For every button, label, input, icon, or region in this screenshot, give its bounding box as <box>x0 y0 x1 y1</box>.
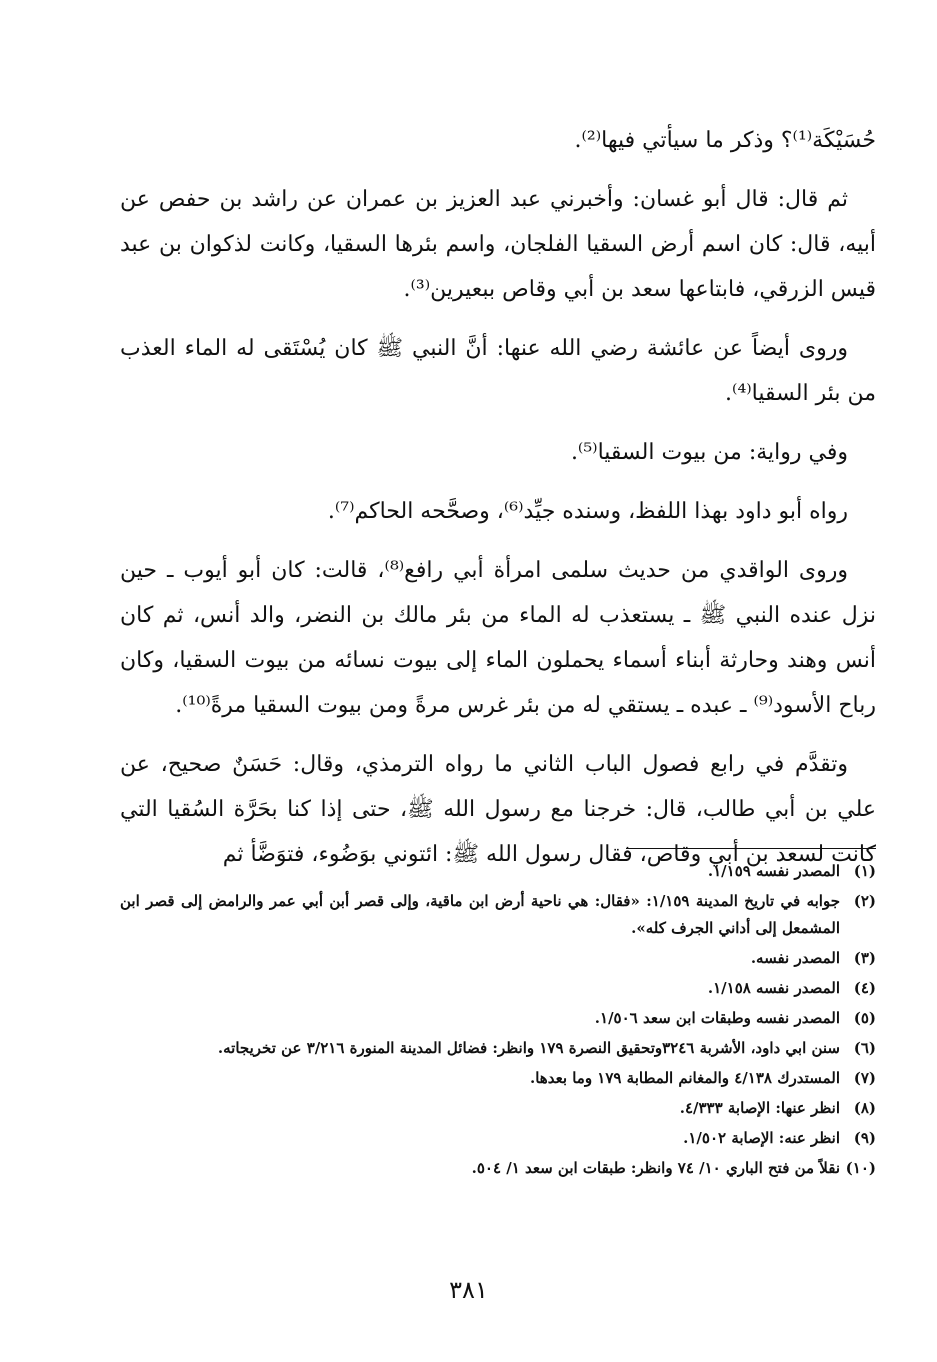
main-text <box>120 118 876 891</box>
footnote-text: انظر عنه: الإصابة ١/٥٠٢. <box>683 1129 840 1147</box>
footnote <box>120 1035 876 1062</box>
paragraph: وروى الواقدي من حديث سلمى امرأة أبي رافع⁽⁸⁾، قالت: كان أبو أيوب ـ حين نزل عنده النبي ﷺ ـ يستعذب له الماء من بئر مالك بن النضر، والد أنس، ثم كان أنس وهند وحارثة أبناء أسماء يحملون الماء إلى بيوت نسائه من بيوت السقيا، وكان رباح الأسود⁽⁹⁾ ـ عبده ـ يستقي له من بئر غرس مرةً ومن بيوت السقيا مرةً⁽¹⁰⁾. <box>120 558 876 718</box>
footnote <box>120 858 876 885</box>
footnote-text: المستدرك ٤/١٣٨ والمغانم المطابة ١٧٩ وما بعدها. <box>530 1069 840 1087</box>
footnote <box>120 888 876 942</box>
footnote-number: (١٠) <box>845 1159 876 1177</box>
paragraph: وتقدَّم في رابع فصول الباب الثاني ما رواه الترمذي، وقال: حَسَنٌ صحيح، عن علي بن أبي طالب، قال: خرجنا مع رسول الله ﷺ، حتى إذا كنا بحَرَّة السُقيا التي كانت لسعد بن أبي وقاص، فقال رسول الله ﷺ: ائتوني بوَضُوء، فتوَضَّأ ثم <box>120 752 876 867</box>
page-number: ٣٨١ <box>449 1276 488 1304</box>
paragraph: رواه أبو داود بهذا اللفظ، وسنده جيِّد⁽⁶⁾، وصحَّحه الحاكم⁽⁷⁾. <box>327 499 848 524</box>
footnote-text: المصدر نفسه ١/١٥٨. <box>707 979 840 997</box>
footnote-text: انظر عنها: الإصابة ٤/٣٣٣. <box>679 1099 840 1117</box>
footnote-text: المصدر نفسه. <box>750 949 840 967</box>
footnote-number: (٧) <box>853 1069 876 1087</box>
footnote <box>120 1125 876 1152</box>
footnote-number: (٨) <box>853 1099 876 1117</box>
footnote <box>120 1005 876 1032</box>
footnote-text: المصدر نفسه ١/١٥٩. <box>707 862 840 880</box>
footnote <box>120 945 876 972</box>
footnote-text: المصدر نفسه وطبقات ابن سعد ١/٥٠٦. <box>594 1009 840 1027</box>
footnotes <box>120 858 876 1185</box>
footnote-separator <box>626 848 876 849</box>
footnote-number: (١) <box>853 862 876 880</box>
footnote-number: (٥) <box>853 1009 876 1027</box>
footnote <box>120 1155 876 1182</box>
footnote-number: (٩) <box>853 1129 876 1147</box>
footnote <box>120 1065 876 1092</box>
footnote-number: (٤) <box>853 979 876 997</box>
footnote-number: (٢) <box>853 892 876 910</box>
paragraph: وفي رواية: من بيوت السقيا⁽⁵⁾. <box>570 440 848 465</box>
paragraph: وروى أيضاً عن عائشة رضي الله عنها: أنَّ النبي ﷺ كان يُسْتَقى له الماء العذب من بئر السقيا⁽⁴⁾. <box>120 336 876 406</box>
footnote <box>120 1095 876 1122</box>
paragraph: حُسَيْكَة⁽¹⁾؟ وذكر ما سيأتي فيها⁽²⁾. <box>574 128 876 153</box>
footnote-text: جوابه في تاريخ المدينة ١/١٥٩: «فقال: هي ناحية أرض ابن ماقية، وإلى قصر أبن أبي عمر والرامض إلى قصر ابن المشمعل إلى أداني الجرف كله». <box>120 892 840 937</box>
footnote <box>120 975 876 1002</box>
paragraph: ثم قال: قال أبو غسان: وأخبرني عبد العزيز بن عمران عن راشد بن حفص عن أبيه، قال: كان اسم أرض السقيا الفلجان، واسم بئرها السقيا، وكانت لذكوان بن عبد قيس الزرقي، فابتاعها سعد بن أبي وقاص ببعيرين⁽³⁾. <box>120 187 876 302</box>
footnote-number: (٦) <box>853 1039 876 1057</box>
footnote-number: (٣) <box>853 949 876 967</box>
footnote-text: سنن ابي داود، الأشربة ٣٢٤٦وتحقيق النصرة ١٧٩ وانظر: فضائل المدينة المنورة ٣/٢١٦ عن تخريجاته. <box>217 1039 840 1057</box>
footnote-text: نقلاً من فتح الباري ١٠/ ٧٤ وانظر: طبقات ابن سعد ١/ ٥٠٤. <box>471 1159 840 1177</box>
